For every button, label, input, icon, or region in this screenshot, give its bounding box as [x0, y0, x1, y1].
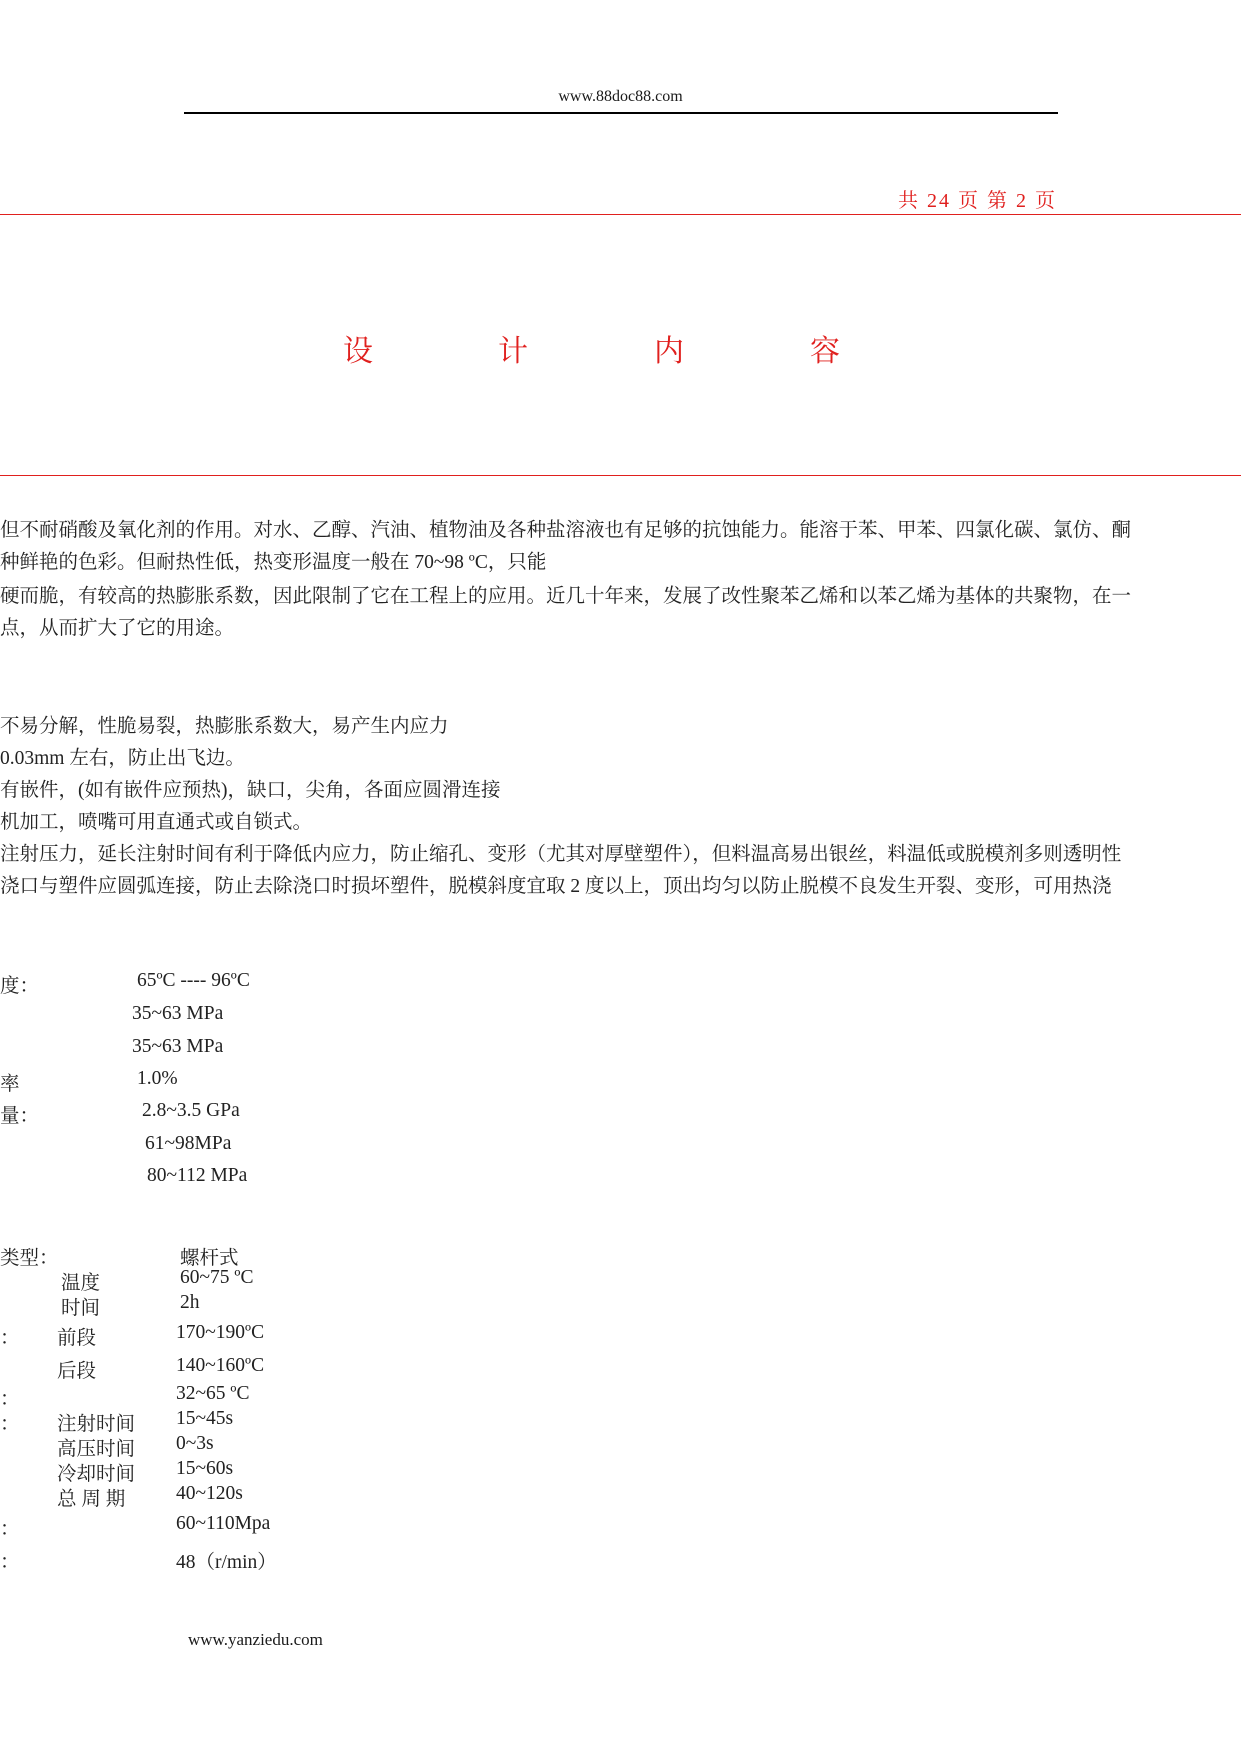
process-label: ：: [0, 1552, 20, 1573]
molding-line: 不易分解，性脆易裂，热膨胀系数大，易产生内应力: [0, 716, 449, 737]
process-sublabel: 前段: [57, 1328, 97, 1349]
process-value: 60~75 ºC: [180, 1267, 254, 1288]
intro-line: 点，从而扩大了它的用途。: [0, 618, 235, 639]
intro-line: 种鲜艳的色彩。但耐热性低，热变形温度一般在 70~98 ºC，只能: [0, 552, 547, 573]
property-value: 65ºC ---- 96ºC: [137, 970, 250, 991]
property-label: 量：: [0, 1106, 40, 1127]
process-value: 螺杆式: [180, 1248, 239, 1269]
process-value: 170~190ºC: [176, 1322, 265, 1343]
header-site-url: www.88doc88.com: [558, 88, 683, 105]
header-divider: [184, 112, 1058, 114]
process-value: 48（r/min）: [176, 1552, 277, 1573]
property-value: 35~63 MPa: [132, 1003, 224, 1024]
process-value: 140~160ºC: [176, 1355, 265, 1376]
title-char-1: 设: [343, 335, 373, 368]
process-label: ：: [0, 1414, 20, 1435]
property-value: 2.8~3.5 GPa: [142, 1100, 240, 1121]
property-value: 61~98MPa: [145, 1133, 232, 1154]
property-label: 率: [0, 1074, 20, 1095]
title-char-2: 计: [498, 335, 528, 368]
process-sublabel: 时间: [61, 1298, 101, 1319]
process-sublabel: 后段: [57, 1361, 97, 1382]
molding-line: 0.03mm 左右，防止出飞边。: [0, 748, 245, 769]
molding-line: 有嵌件，(如有嵌件应预热)，缺口，尖角，各面应圆滑连接: [0, 780, 501, 801]
process-label: ：: [0, 1389, 20, 1410]
molding-line: 浇口与塑件应圆弧连接，防止去除浇口时损坏塑件，脱模斜度宜取 2 度以上，顶出均匀以防止脱模不良发生开裂、变形，可用热浇: [0, 876, 1112, 897]
process-value: 60~110Mpa: [176, 1513, 271, 1534]
red-divider-top: [0, 214, 1241, 215]
intro-line: 硬而脆，有较高的热膨胀系数，因此限制了它在工程上的应用。近几十年来，发展了改性聚苯乙烯和以苯乙烯为基体的共聚物，在一: [0, 586, 1132, 607]
title-char-3: 内: [654, 335, 684, 368]
process-value: 32~65 ºC: [176, 1383, 250, 1404]
intro-line: 但不耐硝酸及氧化剂的作用。对水、乙醇、汽油、植物油及各种盐溶液也有足够的抗蚀能力。能溶于苯、甲苯、四氯化碳、氯仿、酮: [0, 520, 1132, 541]
process-value: 2h: [180, 1292, 200, 1313]
process-sublabel: 注射时间: [57, 1414, 136, 1435]
title-char-4: 容: [810, 335, 840, 368]
property-label: 度：: [0, 976, 40, 997]
process-sublabel: 冷却时间: [57, 1464, 136, 1485]
molding-line: 机加工，喷嘴可用直通式或自锁式。: [0, 812, 313, 833]
process-label: ：: [0, 1519, 20, 1540]
process-sublabel: 温度: [61, 1273, 101, 1294]
property-value: 35~63 MPa: [132, 1036, 224, 1057]
process-label: 类型：: [0, 1248, 59, 1269]
footer-site-url: www.yanziedu.com: [188, 1630, 323, 1649]
process-value: 15~45s: [176, 1408, 234, 1429]
process-sublabel: 高压时间: [57, 1439, 136, 1460]
process-value: 15~60s: [176, 1458, 234, 1479]
process-value: 0~3s: [176, 1433, 214, 1454]
process-sublabel: 总 周 期: [57, 1489, 126, 1510]
process-value: 40~120s: [176, 1483, 243, 1504]
red-divider-bottom: [0, 475, 1241, 476]
molding-line: 注射压力，延长注射时间有利于降低内应力，防止缩孔、变形（尤其对厚壁塑件），但料温高易出银丝，料温低或脱模剂多则透明性: [0, 844, 1122, 865]
property-value: 80~112 MPa: [147, 1165, 248, 1186]
page-counter: 共 24 页 第 2 页: [898, 190, 1057, 212]
property-value: 1.0%: [137, 1068, 178, 1089]
process-label: ：: [0, 1328, 20, 1349]
